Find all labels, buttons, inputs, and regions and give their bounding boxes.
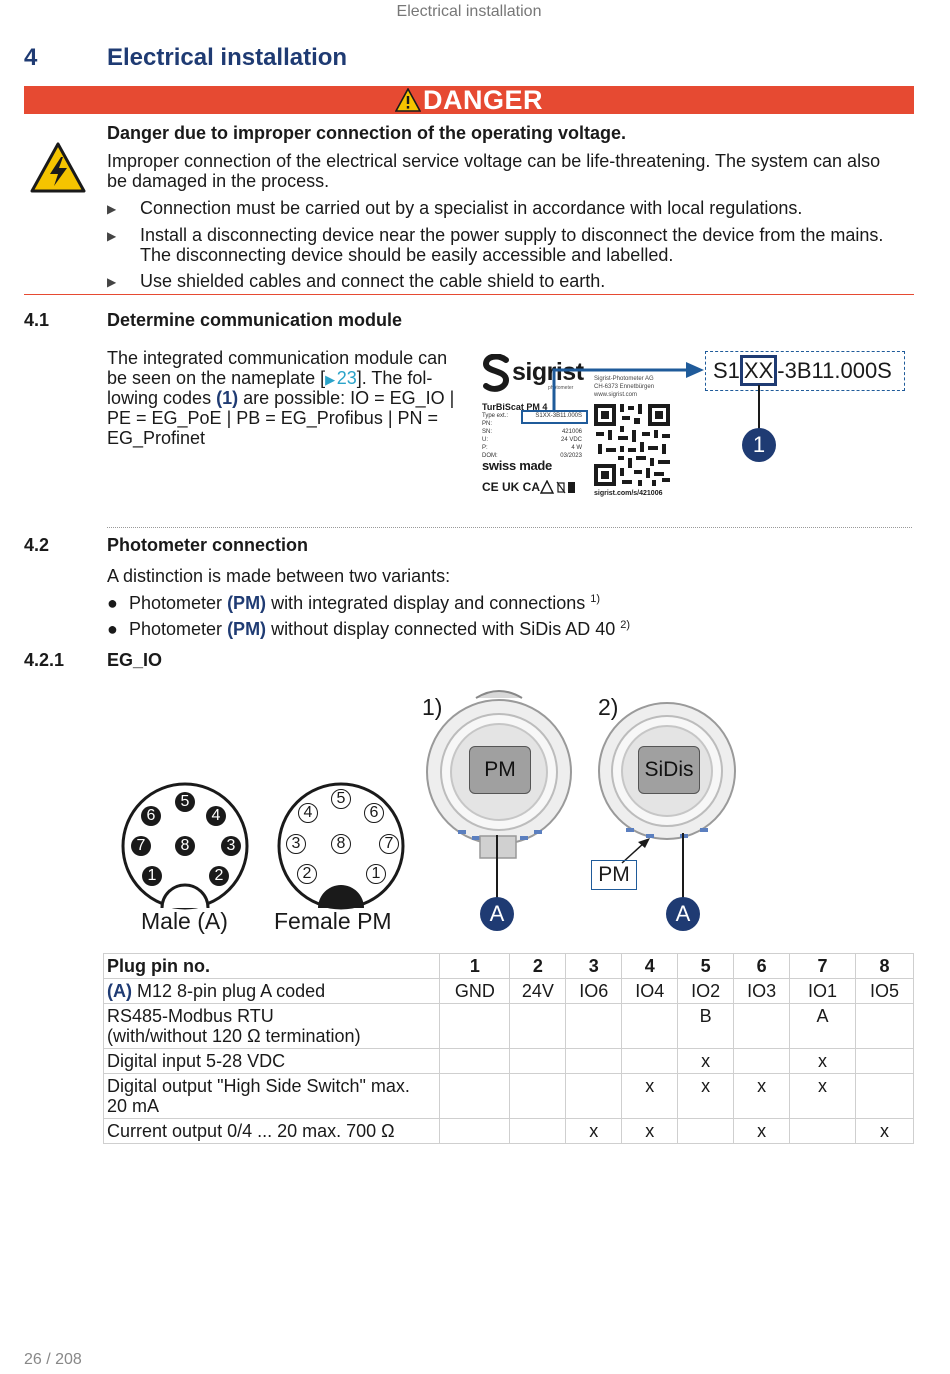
table-cell <box>510 1119 566 1144</box>
table-cell: x <box>855 1119 913 1144</box>
table-header-pin: 5 <box>678 954 734 979</box>
table-cell <box>734 1004 790 1049</box>
table-cell <box>440 1004 510 1049</box>
table-header-pin: 2 <box>510 954 566 979</box>
variant-item: ● Photometer (PM) with integrated display and connections $^{1)}$ <box>107 593 601 613</box>
section-4-2-intro: A distinction is made between two variants: <box>107 566 451 586</box>
callout-a1-leader <box>496 835 498 899</box>
table-cell <box>566 1074 622 1119</box>
danger-banner <box>24 86 914 114</box>
table-cell: x <box>678 1074 734 1119</box>
table-cell <box>510 1004 566 1049</box>
section-4-1-para-line4: PE = EG_PoE | PB = EG_Profibus | PN = <box>107 408 439 428</box>
table-cell <box>510 1049 566 1074</box>
table-cell <box>855 1004 913 1049</box>
table-cell: x <box>566 1119 622 1144</box>
table-row-label: Current output 0/4 ... 20 max. 700 Ω <box>104 1119 440 1144</box>
nameplate-brand-sub: photometer <box>548 385 574 391</box>
table-cell: 24V <box>510 979 566 1004</box>
nameplate-page-link[interactable]: ▶ 23 <box>325 368 357 388</box>
pin-assignment-table <box>103 953 914 1144</box>
section-4-1-para-line5: EG_Profinet <box>107 428 206 448</box>
table-cell <box>440 1074 510 1119</box>
variant-2-label: 2) <box>598 694 619 720</box>
compliance-symbols-icon <box>540 480 576 494</box>
table-cell <box>440 1119 510 1144</box>
table-cell: IO3 <box>734 979 790 1004</box>
callout-1-leader <box>758 385 760 430</box>
table-cell: x <box>622 1119 678 1144</box>
female-pin-4: 4 <box>298 803 318 823</box>
section-number-4-2: 4.2 <box>24 535 50 555</box>
table-cell: x <box>790 1049 856 1074</box>
table-cell: x <box>678 1049 734 1074</box>
bullet-dot-icon: ● <box>107 619 118 639</box>
running-header: Electrical installation <box>396 3 542 20</box>
table-cell <box>790 1119 856 1144</box>
chapter-number: 4 <box>24 44 38 71</box>
male-pin-8: 8 <box>175 836 195 856</box>
table-cell: IO6 <box>566 979 622 1004</box>
table-row <box>104 979 914 1004</box>
table-header-pin: 3 <box>566 954 622 979</box>
section-4-1-para-line2: be seen on the nameplate [▶ 23]. The fol- <box>107 368 433 388</box>
electric-hazard-icon <box>30 142 86 194</box>
section-title-4-2: Photometer connection <box>107 535 309 555</box>
table-header-pin: 8 <box>855 954 913 979</box>
section-number-4-1: 4.1 <box>24 310 50 330</box>
variant-item: ● Photometer (PM) without display connected with SiDis AD 40 $^{2)}$ <box>107 619 631 639</box>
female-pin-6: 6 <box>364 803 384 823</box>
table-header-pin: 7 <box>790 954 856 979</box>
nameplate-url: sigrist.com/s/421006 <box>594 490 663 497</box>
danger-label: DANGER <box>422 85 543 115</box>
table-cell: IO5 <box>855 979 913 1004</box>
male-pin-2: 2 <box>209 866 229 886</box>
danger-text-line1: Improper connection of the electrical service voltage can be life-threatening. The system can also <box>107 151 881 171</box>
female-pin-2: 2 <box>297 864 317 884</box>
nameplate-product: TurBiScat PM 4 <box>482 402 548 412</box>
male-pin-1: 1 <box>142 866 162 886</box>
warning-triangle-icon <box>395 88 421 112</box>
table-cell: x <box>734 1119 790 1144</box>
section-number-4-2-1: 4.2.1 <box>24 650 65 670</box>
pm-display-label: PM <box>469 746 531 794</box>
table-cell <box>855 1049 913 1074</box>
danger-bullet-2-cont: The disconnecting device should be easily accessible and labelled. <box>140 245 674 265</box>
table-cell <box>734 1049 790 1074</box>
nameplate-field-labels: Type ext.: PN: SN: U: P: DOM: <box>482 413 509 459</box>
table-cell <box>440 1049 510 1074</box>
nameplate-certification-marks: CE UK CA <box>482 480 541 494</box>
table-cell <box>566 1004 622 1049</box>
bullet-dot-icon: ● <box>107 593 118 613</box>
table-header-label: Plug pin no. <box>104 954 440 979</box>
table-cell: IO1 <box>790 979 856 1004</box>
table-cell: A <box>790 1004 856 1049</box>
female-pin-8: 8 <box>331 834 351 854</box>
bullet-arrow-icon: ▶ <box>107 229 117 243</box>
chapter-title: Electrical installation <box>107 44 348 71</box>
danger-heading: Danger due to improper connection of the operating voltage. <box>107 123 627 143</box>
callout-a2-leader <box>682 833 684 899</box>
table-header-row <box>104 954 914 979</box>
table-row <box>104 1004 914 1049</box>
bullet-arrow-icon: ▶ <box>107 275 117 289</box>
table-cell: GND <box>440 979 510 1004</box>
link-arrow-icon: ▶ <box>325 372 336 387</box>
callout-1-badge: 1 <box>742 428 776 462</box>
type-code-leader-lines <box>540 350 720 470</box>
sigrist-logo-icon <box>482 354 510 394</box>
table-header-pin: 1 <box>440 954 510 979</box>
male-pin-4: 4 <box>206 806 226 826</box>
female-pin-1: 1 <box>366 864 386 884</box>
female-connector-label: Female PM <box>274 908 392 934</box>
table-row <box>104 1074 914 1119</box>
callout-a1-badge: A <box>480 897 514 931</box>
female-pin-3: 3 <box>286 834 306 854</box>
male-pin-5: 5 <box>175 792 195 812</box>
female-pin-7: 7 <box>379 834 399 854</box>
callout-a2-badge: A <box>666 897 700 931</box>
danger-bullet-3: Use shielded cables and connect the cable shield to earth. <box>140 271 606 291</box>
table-row-label: (A) M12 8-pin plug A coded <box>104 979 440 1004</box>
table-row <box>104 1119 914 1144</box>
table-row-label: Digital output "High Side Switch" max. 20 mA <box>104 1074 440 1119</box>
nameplate-swiss-made: swiss made <box>482 458 552 473</box>
table-row-label: RS485-Modbus RTU (with/without 120 Ω termination) <box>104 1004 440 1049</box>
male-pin-7: 7 <box>131 836 151 856</box>
nameplate-brand: sigrist <box>512 358 584 386</box>
table-cell <box>622 1049 678 1074</box>
male-connector-label: Male (A) <box>141 908 228 934</box>
nameplate-company: Sigrist-Photometer AG CH-6373 Ennetbürgen www.sigrist.com <box>594 376 655 398</box>
female-pin-5: 5 <box>331 789 351 809</box>
male-pin-6: 6 <box>141 806 161 826</box>
table-cell: x <box>622 1074 678 1119</box>
table-cell <box>566 1049 622 1074</box>
section-title-4-2-1: EG_IO <box>107 650 163 670</box>
section-divider <box>107 527 912 528</box>
table-cell <box>510 1074 566 1119</box>
danger-divider <box>24 294 914 295</box>
section-4-1-para-line3: lowing codes (1) are possible: IO = EG_IO | <box>107 388 455 408</box>
type-code-xx: XX <box>740 355 777 386</box>
table-cell: B <box>678 1004 734 1049</box>
table-cell: x <box>790 1074 856 1119</box>
pm-box-label: PM <box>591 860 637 890</box>
table-cell: IO4 <box>622 979 678 1004</box>
nameplate-field-values: S1XX-3B11.000S 421006 24 VDC 4 W 03/2023 <box>535 413 582 459</box>
type-code: S1 XX -3B11.000S <box>713 358 892 384</box>
sidis-display-label: SiDis <box>638 746 700 794</box>
table-row-label: Digital input 5-28 VDC <box>104 1049 440 1074</box>
table-cell: x <box>734 1074 790 1119</box>
callout-reference: (1) <box>216 388 239 408</box>
male-pin-3: 3 <box>221 836 241 856</box>
table-header-pin: 4 <box>622 954 678 979</box>
section-4-1-para-line1: The integrated communication module can <box>107 348 448 368</box>
table-cell <box>678 1119 734 1144</box>
danger-bullet-1: Connection must be carried out by a specialist in accordance with local regulations. <box>140 198 803 218</box>
page-number: 26 / 208 <box>24 1351 82 1368</box>
table-cell <box>622 1004 678 1049</box>
type-code-box <box>705 351 905 391</box>
section-title-4-1: Determine communication module <box>107 310 403 330</box>
bullet-arrow-icon: ▶ <box>107 202 117 216</box>
danger-bullet-2: Install a disconnecting device near the power supply to disconnect the device from the mains. <box>140 225 884 245</box>
table-header-pin: 6 <box>734 954 790 979</box>
table-cell <box>855 1074 913 1119</box>
danger-text-line2: be damaged in the process. <box>107 171 330 191</box>
table-cell: IO2 <box>678 979 734 1004</box>
table-row <box>104 1049 914 1074</box>
variant-1-label: 1) <box>422 694 443 720</box>
